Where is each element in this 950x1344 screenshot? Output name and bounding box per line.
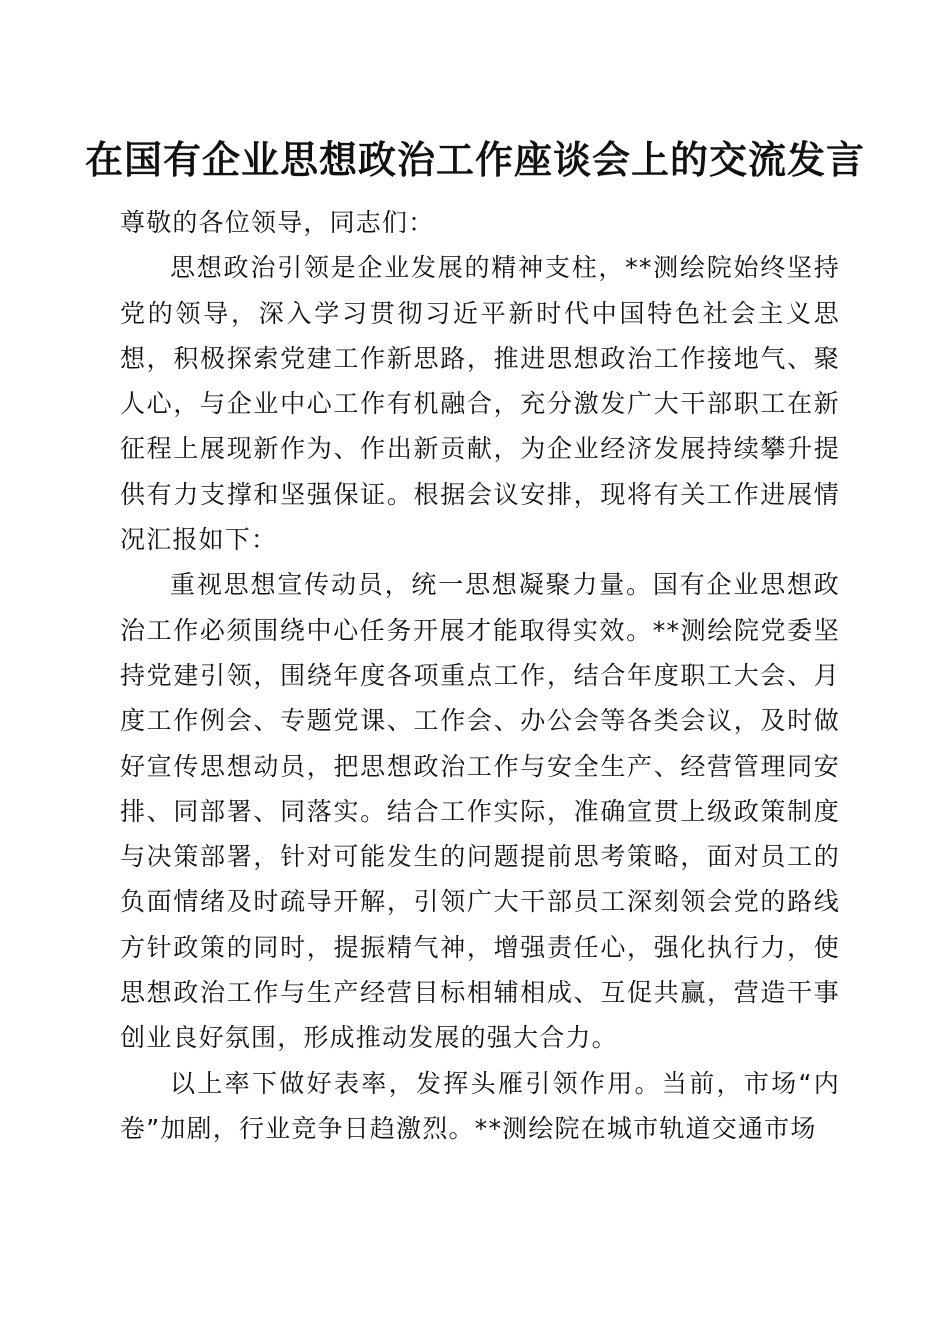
- document-title: 在国有企业思想政治工作座谈会上的交流发言: [84, 137, 865, 182]
- paragraph-leadership: 以上率下做好表率，发挥头雁引领作用。当前，市场“内卷”加剧，行业竞争日趋激烈。**测绘院在城市轨道交通市场: [120, 1068, 840, 1143]
- document-body: [120, 200, 840, 1151]
- paragraph-intro: 思想政治引领是企业发展的精神支柱，**测绘院始终坚持党的领导，深入学习贯彻习近平新时代中国特色社会主义思想，积极探索党建工作新思路，推进思想政治工作接地气、聚人心，与企业中心工作有机融合，充分激发广大干部职工在新征程上展现新作为、作出新贡献，为企业经济发展持续攀升提供有力支撑和坚强保证。根据会议安排，现将有关工作进展情况汇报如下：: [120, 253, 840, 555]
- salutation: 尊敬的各位领导，同志们：: [120, 208, 435, 237]
- paragraph-propaganda: 重视思想宣传动员，统一思想凝聚力量。国有企业思想政治工作必须围绕中心任务开展才能取得实效。**测绘院党委坚持党建引领，围绕年度各项重点工作，结合年度职工大会、月度工作例会、专题党课、工作会、办公会等各类会议，及时做好宣传思想动员，把思想政治工作与安全生产、经营管理同安排、同部署、同落实。结合工作实际，准确宣贯上级政策制度与决策部署，针对可能发生的问题提前思考策略，面对员工的负面情绪及时疏导开解，引领广大干部员工深刻领会党的路线方针政策的同时，提振精气神，增强责任心，强化执行力，使思想政治工作与生产经营目标相辅相成、互促共赢，营造干事创业良好氛围，形成推动发展的强大合力。: [120, 570, 840, 1053]
